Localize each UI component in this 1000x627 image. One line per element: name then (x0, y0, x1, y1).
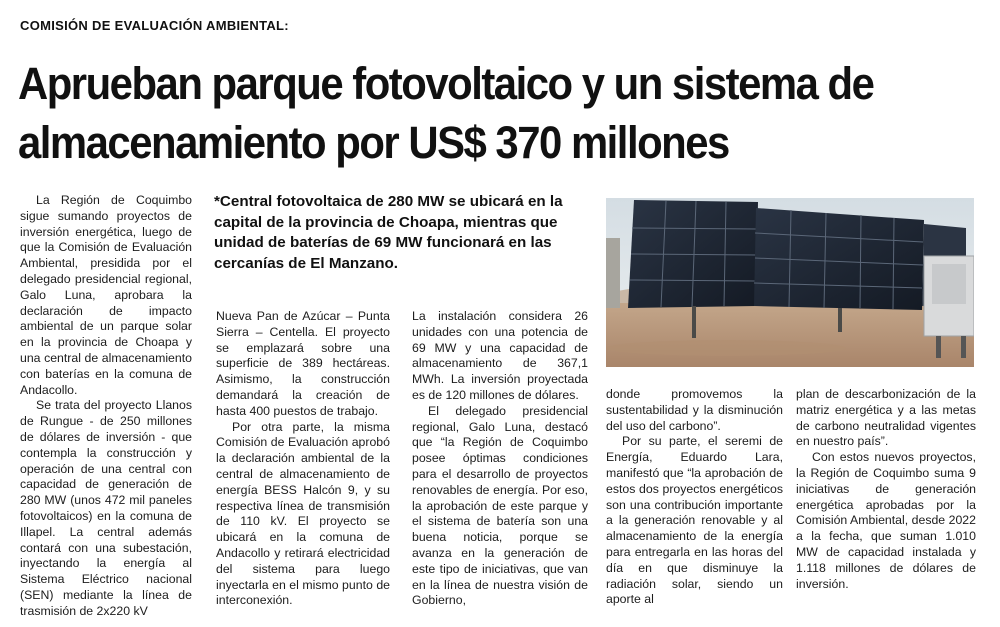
body-paragraph: La instalación considera 26 unidades con una potencia de 69 MW y una capacidad de almacenamiento de 367,1 MWh. La inversión proyectada es de 120 millones de dólares. (412, 309, 588, 402)
body-paragraph: donde promovemos la sustentabilidad y la disminución del uso del carbono”. (606, 387, 783, 433)
body-column-2 (216, 309, 390, 609)
body-paragraph: Por su parte, el seremi de Energía, Eduardo Lara, manifestó que “la aprobación de estos dos proyectos energéticos son una contribución importante a la generación renovable y al almacenamiento de la energía para entregarla en las horas del día en que disminuye la radiación solar, siendo un aporte al (606, 434, 783, 607)
lead-summary: *Central fotovoltaica de 280 MW se ubicará en la capital de la provincia de Choapa, mientras que unidad de baterías de 69 MW funcionará en las cercanías de El Manzano. (214, 193, 563, 272)
body-paragraph: El delegado presidencial regional, Galo Luna, destacó que “la Región de Coquimbo posee óptimas condiciones para el desarrollo de proyectos renovables de energía. Por eso, la aprobación de este parque y el sistema de batería son una buena noticia, porque se avanza en la generación de este tipo de iniciativas, que van en la línea de nuestra visión de Gobierno, (412, 403, 588, 608)
section-kicker: COMISIÓN DE EVALUACIÓN AMBIENTAL: (20, 18, 289, 33)
body-column-5 (796, 387, 976, 592)
body-column-4 (606, 387, 783, 608)
body-paragraph: plan de descarbonización de la matriz energética y a las metas de carbono neutralidad vigentes en nuestro país”. (796, 387, 976, 449)
body-paragraph: Por otra parte, la misma Comisión de Evaluación aprobó la declaración ambiental de la central de almacenamiento de energía BESS Halcón 9, y su respectiva línea de transmisión de 110 kV. El proyecto se ubicará en la comuna de Andacollo y retirará electricidad del sistema para luego inyectarla en el mismo punto de interconexión. (216, 419, 390, 608)
solar-panels-photo (606, 198, 974, 367)
body-paragraph: La Región de Coquimbo sigue sumando proyectos de inversión energética, luego de que la Comisión de Evaluación Ambiental, presidida por el delegado presidencial regional, Galo Luna, aprobara la declaración de impacto ambiental de un parque solar en la provincia de Choapa y una central de almacenamiento con baterías en la comuna de Andacollo. (20, 193, 192, 397)
body-paragraph: Con estos nuevos proyectos, la Región de Coquimbo suma 9 iniciativas de generación energética aprobadas por la Comisión Ambiental, desde 2022 a la fecha, que suman 1.010 MW de capacidad instalada y 1.118 millones de dólares de inversión. (796, 450, 976, 591)
solar-panels-illustration (606, 198, 974, 367)
headline: Aprueban parque fotovoltaico y un sistema de almacenamiento por US$ 370 millones (18, 58, 874, 168)
body-paragraph: Se trata del proyecto Llanos de Rungue - de 250 millones de dólares de inversión - que contempla la construcción y operación de una central con capacidad de generación de 280 MW (unos 472 mil paneles fotovoltaicos) en la comuna de Illapel. La central además contará con una subestación, inyectando la energía al Sistema Eléctrico nacional (SEN) mediante la línea de trasmisión de 2x220 kV (20, 398, 192, 618)
body-column-1 (20, 193, 192, 620)
body-column-3 (412, 309, 588, 609)
body-paragraph: Nueva Pan de Azúcar – Punta Sierra – Centella. El proyecto se emplazará sobre una superficie de 389 hectáreas. Asimismo, la construcción demandará la creación de hasta 400 puestos de trabajo. (216, 309, 390, 418)
